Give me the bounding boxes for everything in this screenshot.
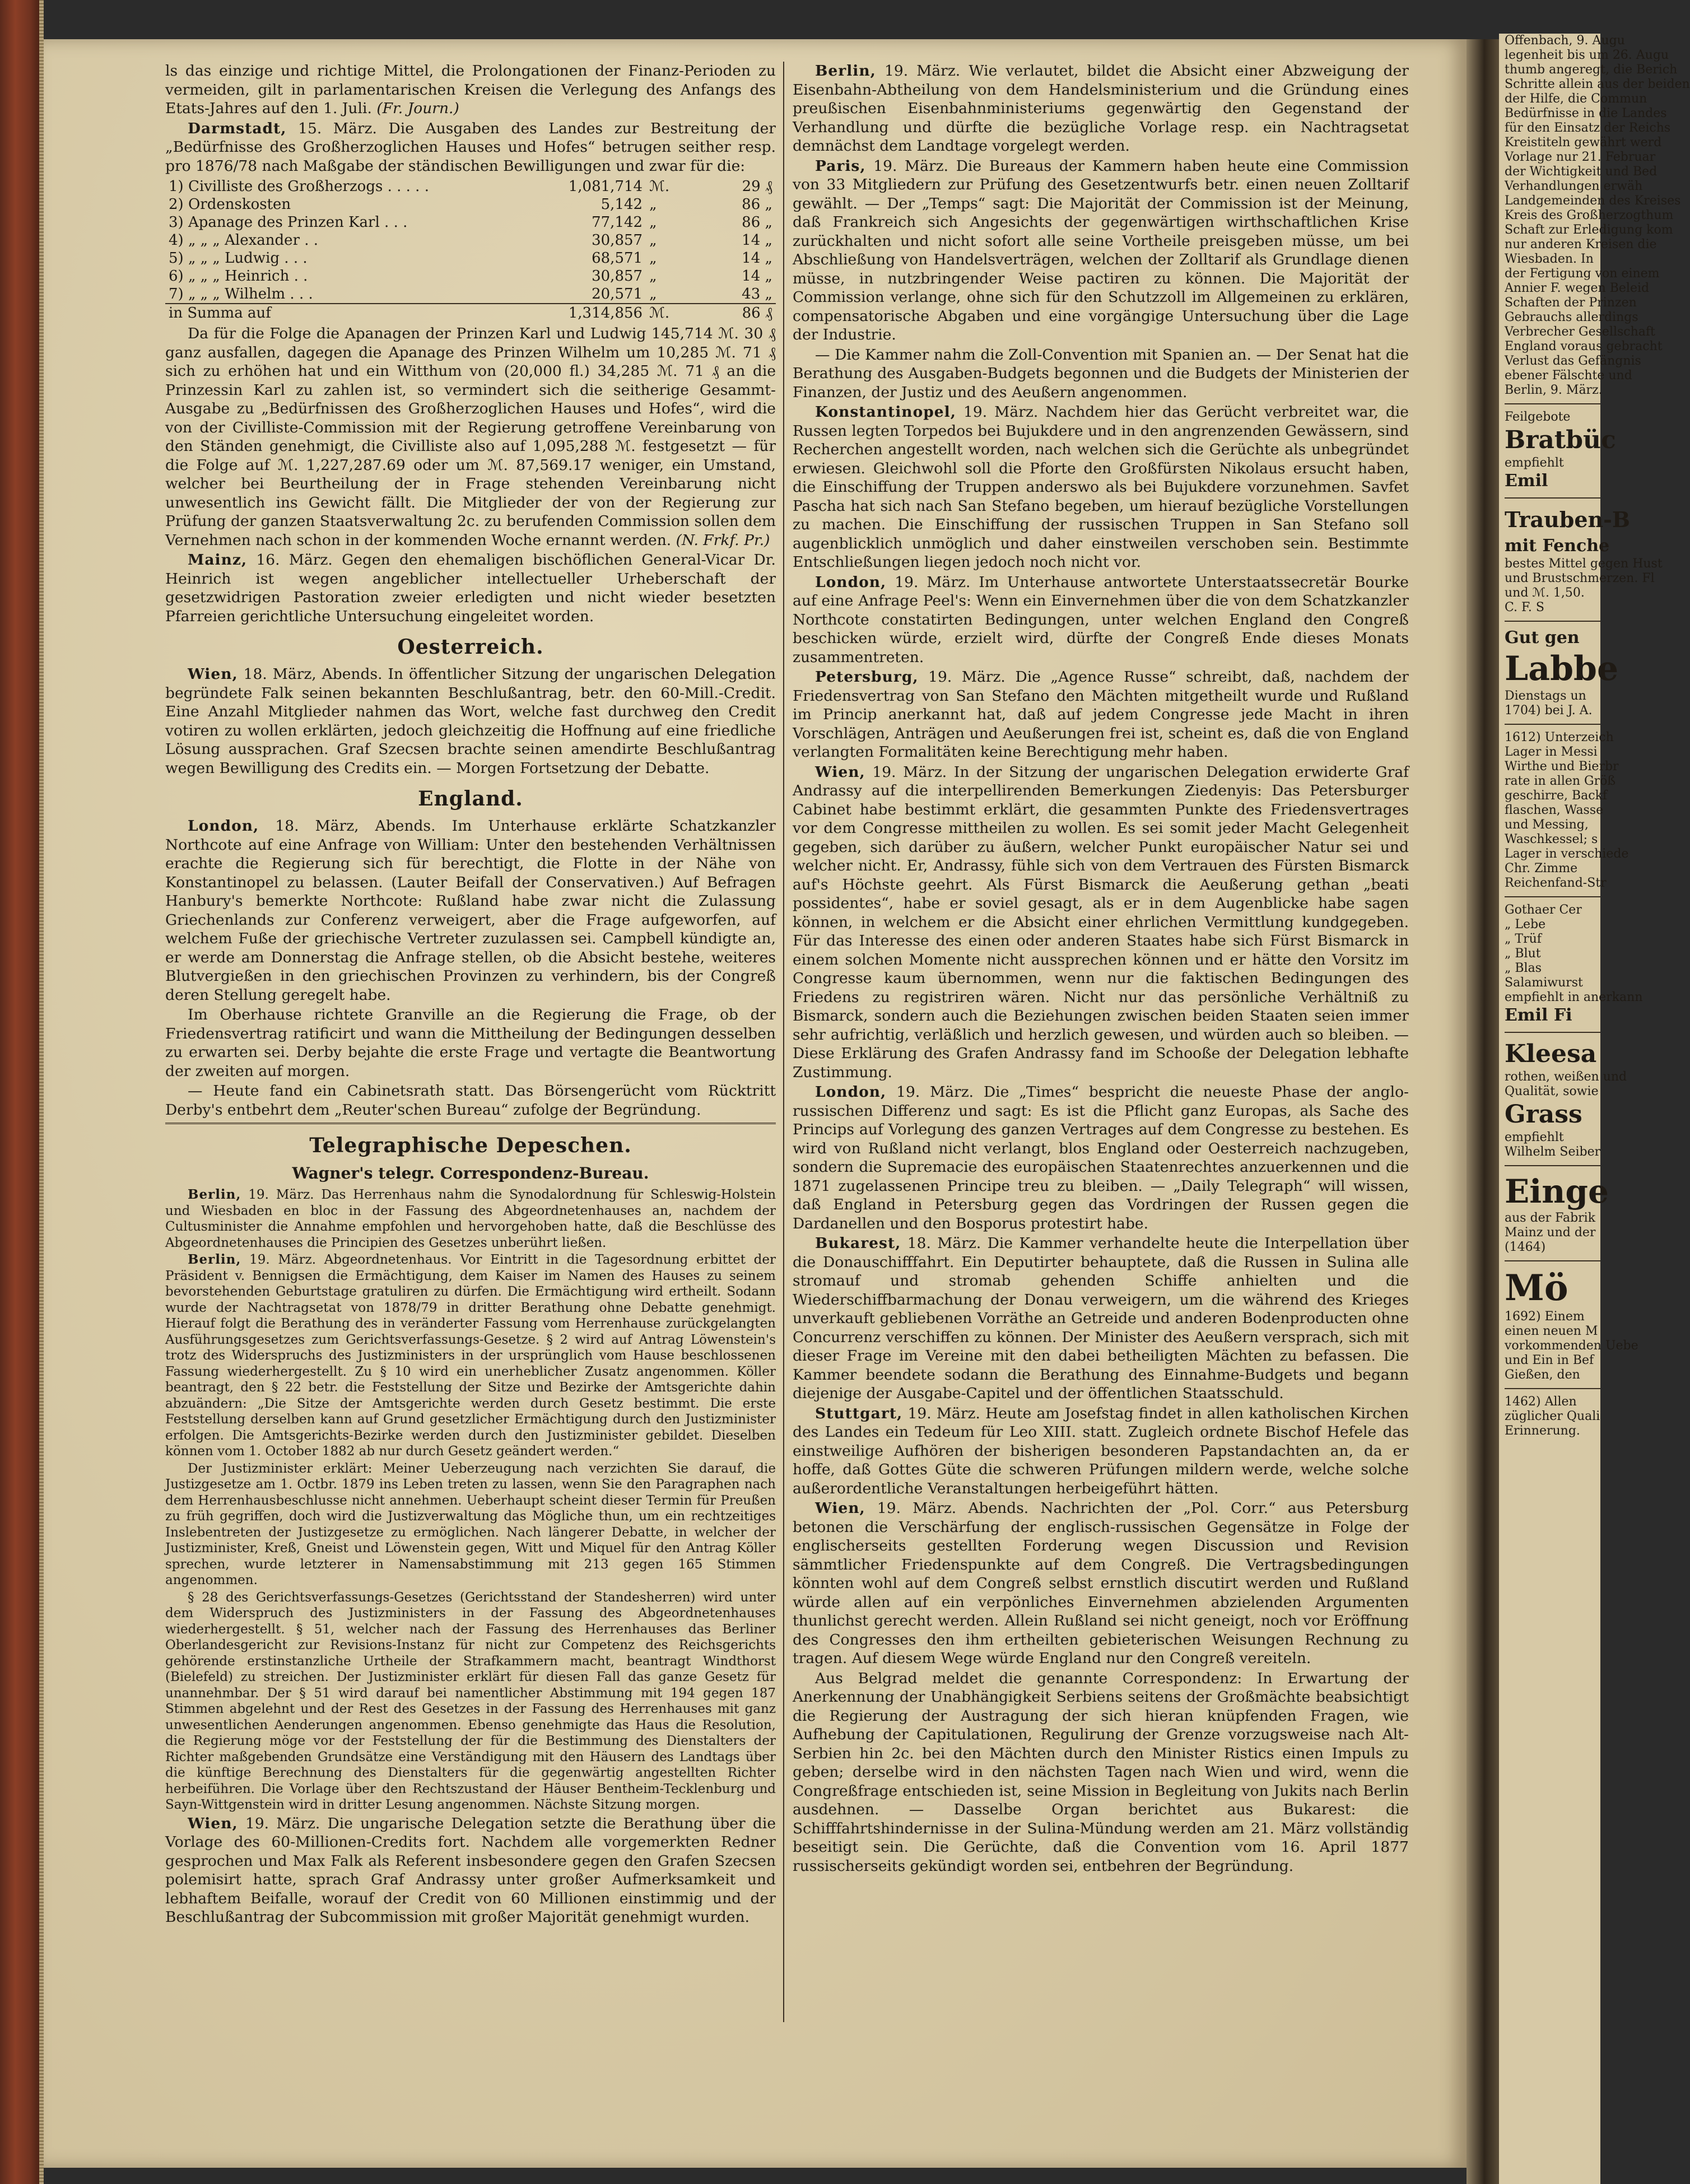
ad-text-line: Verbrecher Gesellschaft <box>1505 325 1655 339</box>
table-row <box>165 267 776 285</box>
ad-text-block <box>1505 689 1600 718</box>
table-cell-unit: „ <box>649 250 657 267</box>
ad-text-line: Kreistiteln gewährt werd <box>1505 136 1662 150</box>
ad-divider <box>1505 497 1600 499</box>
table-sum-row <box>165 304 776 322</box>
ad-headline: Bratbüc <box>1505 426 1616 454</box>
table-row <box>165 195 776 213</box>
ad-text-line: der Fertigung von einem <box>1505 267 1660 281</box>
ad-text-line: 1612) Unterzeich <box>1505 730 1614 744</box>
table-cell-pf: 14 „ <box>742 250 772 267</box>
table-cell-pf: 86 „ <box>742 196 772 213</box>
ad-text-block <box>1505 1070 1627 1099</box>
ad-text-line: und Brustschmerzen. Fl <box>1505 571 1655 585</box>
ad-text-line: Gebrauchs allerdings <box>1505 310 1638 324</box>
dateline: London, <box>188 817 259 835</box>
dateline: Berlin, <box>188 1187 241 1202</box>
ad-text-block <box>1505 1310 1638 1382</box>
table-cell-label: 7) „ „ „ Wilhelm . . . <box>169 286 313 302</box>
table-cell-label: 5) „ „ „ Ludwig . . . <box>169 250 308 267</box>
ad-text-line: Schaft zur Erledigung kom <box>1505 223 1673 237</box>
source-note: (Fr. Journ.) <box>376 100 459 117</box>
ad-text-line: Salamiwurst <box>1505 976 1583 990</box>
article-wien: Wien, 18. März, Abends. In öffentlicher Sitzung der ungarischen Delegation begründete Falk seinen bekannten Beschlußantrag, betr. den 60-Mill.-Credit. Eine Anzahl Mitglieder nahmen das Wort, welche fast durchweg den Credit votiren zu wollen erklärten, jedoch gleichzeitig die Hoffnung auf eine friedliche Lösung aussprachen. Graf Szecsen brachte seinen amendirte Beschlußantrag wegen Bewilligung des Credits ein. — Morgen Fortsetzung der Debatte. <box>165 665 776 777</box>
dateline: Paris, <box>815 157 866 175</box>
date: 18. März, Abends. <box>243 665 383 683</box>
article-paragraph: Aus Belgrad meldet die genannte Correspondenz: In Erwartung der Anerkennung der Unabhängigkeit Serbiens seitens der Großmächte beabsichtigt die Regierung der Austragung der sich hieran knüpfenden Fragen, wie Aufhebung der Capitulationen, Regulirung der Grenze vorzugsweise nach Alt-Serbien hin 2c. bei den Mächten durch den Minister Ristics einen Impuls zu geben; derselbe wird in den nächsten Tagen nach Wien und wird, wenn die Congreßfrage entschieden ist, seine Mission in Begleitung von Jukits nach Berlin ausdehnen. — Dasselbe Organ berichtet aus Bukarest: die Schifffahrtshindernisse in der Sulina-Mündung werden am 21. März vollständig beseitigt sein. Die Gerüchte, daß die Convention vom 16. April 1877 russischerseits gekündigt worden sei, entbehren der Begründung. <box>793 1669 1409 1875</box>
dateline: Wien, <box>188 1814 238 1832</box>
telegram-wien: Wien, 19. März. Die ungarische Delegation setzte die Berathung über die Vorlage des 60-Millionen-Credits fort. Nachdem alle vorgemerkten Redner gesprochen und Max Falk als Referent insbesondere gegen den Grafen Szecsen polemisirt hatte, sprach Graf Andrassy unter großer Aufmerksamkeit und lebhaftem Beifalle, worauf der Credit von 60 Millionen einstimmig und der Beschlußantrag der Subcommission mit großer Majorität genehmigt wurden. <box>165 1814 776 1926</box>
ad-text-line: Waschkessel; s <box>1505 832 1598 846</box>
dateline: London, <box>815 1083 887 1101</box>
ad-text-line: Qualität, sowie <box>1505 1084 1599 1098</box>
section-heading-telegrams: Telegraphische Depeschen. <box>309 1134 632 1157</box>
ad-text-line: „ Blas <box>1505 961 1542 975</box>
table-cell-pf: 86 ₰ <box>700 304 776 322</box>
ad-divider <box>1505 621 1600 622</box>
ad-subheadline: mit Fenche <box>1505 536 1610 556</box>
ad-text-line: geschirre, Backf <box>1505 789 1608 803</box>
ad-text-line: rate in allen Größ <box>1505 774 1616 788</box>
telegram-berlin-1: Berlin, 19. März. Das Herrenhaus nahm die Synodalordnung für Schleswig-Holstein und Wiesbaden en bloc in der Fassung des Abgeordnetenhauses an, nachdem der Cultusminister die Annahme empfohlen und hervorgehoben hatte, daß die Beschlüsse des Abgeordnetenhauses die Principien des Gesetzes unberührt ließen. <box>165 1187 776 1250</box>
telegram-bureau: Wagner's telegr. Correspondenz-Bureau. <box>292 1164 649 1182</box>
date: 18. März, Abends. <box>275 817 436 835</box>
section-heading-austria: Oesterreich. <box>397 635 544 659</box>
article-paragraph: — Heute fand ein Cabinetsrath statt. Das Börsengerücht vom Rücktritt Derby's entbehrt dem „Reuter'schen Bureau“ zufolge der Begründung. <box>165 1082 776 1119</box>
ad-text-line: vorkommenden Uebe <box>1505 1339 1638 1353</box>
dateline: London, <box>815 573 887 591</box>
article-mainz: Mainz, 16. März. Gegen den ehemaligen bischöflichen General-Vicar Dr. Heinrich ist wegen angeblicher intellectueller Urheberschaft der gesetzwidrigen Pastoration zweier erledigten und nicht wieder besetzten Pfarreien gerichtliche Untersuchung eingeleitet worden. <box>165 551 776 625</box>
table-cell-pf: 14 „ <box>742 232 772 249</box>
date: 19. März. <box>884 62 961 80</box>
table-cell-pf: 14 „ <box>742 268 772 285</box>
ad-text-line: Mainz und der <box>1505 1226 1596 1240</box>
table-cell-label: 1) Civilliste des Großherzogs . . . . . <box>169 178 429 195</box>
date: 15. März. <box>298 119 377 137</box>
ad-text-line: Kreis des Großherzogthum <box>1505 208 1674 222</box>
ad-headline: Kleesa <box>1505 1040 1597 1068</box>
ad-text-line: der Wichtigkeit und Bed <box>1505 165 1658 179</box>
ad-text-line: Annier F. wegen Beleid <box>1505 281 1650 295</box>
date: 19. März. <box>963 403 1039 421</box>
ad-label: Feilgebote <box>1505 410 1571 424</box>
table-cell-amount: 20,571 <box>592 286 643 302</box>
ad-headline: Labbe <box>1505 649 1619 688</box>
ad-text-line: (1464) <box>1505 1240 1546 1254</box>
ad-divider <box>1505 1032 1600 1033</box>
article-wien: Wien, 19. März. In der Sitzung der ungarischen Delegation erwiderte Graf Andrassy auf die interpellirenden Bemerkungen Ziedenyis: Das Petersburger Cabinet habe bestimmt erklärt, die gesammten Punkte des Friedensvertrages vor dem Congresse mittheilen zu wollen. Es sei somit jeder Macht Gelegenheit gegeben, sich darüber zu äußern, welcher Punkt europäischer Natur sei und welcher nicht. Er, Andrassy, fühle sich von dem Vertrauen des Fürsten Bismarck auf's Höchste geehrt. Als Fürst Bismarck die Aeußerung gethan „beati possidentes“, habe er soviel gesagt, als er in dem Augenblicke habe sagen können, in welchem er die Absicht einer ehrlichen Vermittlung kundgegeben. Für das Interesse des einen oder anderen Staates habe sich Fürst Bismarck in einem solchen Momente nicht aussprechen können und er hätte den Vorsitz im Congresse kaum übernommen, wenn nur die faktischen Bedingungen des Friedens zu registriren wären. Nicht nur das persönliche Verhältniß zu Bismarck, sondern auch die Beziehungen zwischen beiden Staaten seien immer sehr aufrichtig, verläßlich und herzlich gewesen, und würden auch so bleiben. — Diese Erklärung des Grafen Andrassy fand im Schooße der Delegation lebhafte Zustimmung. <box>793 763 1409 1081</box>
ad-text-line: Schaften der Prinzen <box>1505 296 1637 310</box>
table-cell-unit: ℳ. <box>649 178 670 195</box>
right-column <box>793 62 1409 2067</box>
date: 19. März. <box>873 157 949 175</box>
telegram-block <box>165 1187 776 1813</box>
ad-text-line: züglicher Quali <box>1505 1409 1600 1423</box>
table-cell-amount: 1,081,714 <box>568 178 643 195</box>
article-konstantinopel: Konstantinopel, 19. März. Nachdem hier das Gerücht verbreitet war, die Russen legten Torpedos bei Bujukdere und in den angrenzenden Gewässern, sind Recherchen angestellt worden, nach welchen sich die Gerüchte als unbegründet erwiesen. Gleichwohl soll die Pforte den Großfürsten Nikolaus ersucht haben, die Einschiffung der Truppen anderswo als bei Bujukdere vorzunehmen. Savfet Pascha hat sich nach San Stefano begeben, um hierauf bezügliche Vorstellungen zu machen. Die Einschiffung der russischen Truppen in San Stefano soll augenblicklich unmöglich und daher einstweilen verschoben sein. Bestimmte Entschließungen liegen jedoch noch nicht vor. <box>793 403 1409 571</box>
table-cell-unit: „ <box>649 214 657 231</box>
telegram-berlin-2: Berlin, 19. März. Abgeordnetenhaus. Vor Eintritt in die Tagesordnung erbittet der Präsident v. Bennigsen die Ermächtigung, dem Kaiser im Namen des Hauses zu seinem bevorstehenden Geburtstage gratuliren zu dürfen. Die Ermächtigung wird ertheilt. Sodann wurde der Nachtragsetat von 1878/79 in dritter Berathung ohne Debatte genehmigt. Hierauf folgt die Berathung des in veränderter Fassung vom Herrenhause zurückgelangten Ausführungsgesetzes zum Gerichtsverfassungs-Gesetze. § 2 wird auf Antrag Löwenstein's trotz des Widerspruchs des Justizministers in der ursprünglich vom Hause beschlossenen Fassung wiederhergestellt. Zu § 10 wird ein unerheblicher Zusatz angenommen. Köller beantragt, den § 22 betr. die Feststellung der Sitze und Bezirke der Amtsgerichte dahin abzuändern: „Die Sitze der Amtsgerichte werden durch Gesetz bestimmt. Die erste Feststellung derselben kann auf Grund gesetzlicher Ermächtigung durch den Justizminister erfolgen. Die Amtsgerichts-Bezirke werden durch den Justizminister gebildet. Dieselben können vom 1. October 1882 ab nur durch Gesetz geändert werden.“ <box>165 1252 776 1459</box>
dateline: Wien, <box>815 763 865 781</box>
ad-headline: Grass <box>1505 1100 1582 1129</box>
ad-text-line: England voraus gebracht <box>1505 339 1663 353</box>
article-london: London, 18. März, Abends. Im Unterhause erklärte Schatzkanzler Northcote auf eine Anfrage von William: Unter den bestehenden Verhältnissen erachte die Regierung sich für berechtigt, die Flotte in der Nähe von Konstantinopel zu belassen. (Lauter Beifall der Conservativen.) Auf Befragen Hanbury's bemerkte Northcote: Rußland habe zwar nicht die Zulassung Griechenlands zur Conferenz verweigert, aber die Frage aufgeworfen, auf welchem Fuße der griechische Vertreter zuzulassen sei. Campbell kündigte an, er werde am Donnerstag die Anfrage stellen, ob die Absicht bestehe, weiteres Blutvergießen in den griechischen Provinzen zu verhindern, bis der Congreß deren Stellung geregelt habe. <box>165 817 776 1004</box>
article-paragraph: § 28 des Gerichtsverfassungs-Gesetzes (Gerichtsstand der Standesherren) wird unter dem Widerspruch des Justizministers in der Fassung des Abgeordnetenhauses wiederhergestellt. § 51, welcher nach der Fassung des Herrenhauses das Berliner Oberlandesgericht zur Revisions-Instanz für nicht zur Competenz des Reichsgerichts gehörende erstinstanzliche Urtheile der Strafkammern macht, beantragt Windthorst (Bielefeld) zu streichen. Der Justizminister erklärt für diesen Fall das ganze Gesetz für unannehmbar. Der § 51 wird darauf bei namentlicher Abstimmung mit 194 gegen 187 Stimmen abgelehnt und der Rest des Gesetzes in der Fassung des Herrenhauses mit ganz unwesentlichen Aenderungen angenommen. Ebenso genehmigte das Haus die Resolution, die Regierung möge vor der Feststellung der für die Bestimmung des Dienstalters der Richter maßgebenden Grundsätze eine Verständigung mit den Häusern des Landtags über die künftige Berechnung des Dienstalters für die gegenwärtig angestellten Richter herbeiführen. Die Vorlage über den Rechtszustand der Häuser Bentheim-Tecklenburg und Sayn-Wittgenstein wird in dritter Lesung angenommen. Nächste Sitzung morgen. <box>165 1590 776 1812</box>
news-fragment <box>1505 34 1690 398</box>
ads-column <box>1505 34 1690 1438</box>
dateline: Berlin, <box>815 62 876 80</box>
table-cell-amount: 77,142 <box>592 214 643 231</box>
table-row <box>165 178 776 195</box>
article-wien-evening: Wien, 19. März. Abends. Nachrichten der „Pol. Corr.“ aus Petersburg betonen die Verschärfung der englisch-russischen Gegensätze in Folge der englischerseits gestellten Forderung wegen Discussion und Revision sämmtlicher Friedenspunkte auf dem Congreß. Die Vertragsbedingungen könnten wohl auf dem Congreß selbst ernstlich discutirt werden und Rußland würde allen auf ein verpönliches Einvernehmen abzielenden Argumenten thunlichst gerecht werden. Allein Rußland sei nicht geneigt, noch vor Eröffnung des Congresses den ihm ertheilten gebieterischen Weisungen Rechnung zu tragen. Auf diesem Wege würde England nur den Congreß vereiteln. <box>793 1500 1409 1667</box>
ad-text-line: Bedürfnisse in die Landes <box>1505 106 1667 120</box>
article-darmstadt: Darmstadt, 15. März. Die Ausgaben des Landes zur Bestreitung der „Bedürfnisse des Großherzoglichen Hauses und Hofes“ betrugen seither resp. pro 1876/78 nach Maßgabe der ständischen Bewilligungen und zwar für die: <box>165 119 776 175</box>
ad-text-line: C. F. S <box>1505 600 1544 614</box>
ad-text-block <box>1505 1395 1600 1438</box>
dateline: Wien, <box>188 665 238 683</box>
column-rule <box>783 62 784 2022</box>
ad-text-line: und Ein in Bef <box>1505 1353 1594 1367</box>
table-cell-amount: 30,857 <box>592 268 643 285</box>
article-paragraph: Da für die Folge die Apanagen der Prinzen Karl und Ludwig 145,714 ℳ. 30 ₰ ganz ausfallen, dagegen die Apanage des Prinzen Wilhelm um 10,285 ℳ. 71 ₰ sich zu erhöhen hat und ein Witthum von (20,000 fl.) 34,285 ℳ. 71 ₰ an die Prinzessin Karl zu zahlen ist, so vermindert sich die seitherige Gesammt-Ausgabe zu „Bedürfnissen des Großherzoglichen Hauses und Hofes“, wird die von der Civilliste-Commission mit der Regierung getroffene Vereinbarung von den Ständen genehmigt, die Civilliste also auf 1,095,288 ℳ. festgesetzt — für die Folge auf ℳ. 1,227,287.69 oder um ℳ. 87,569.17 weniger, ein Umstand, welcher bei Beurtheilung der in Frage stehenden Vereinbarung nicht unwesentlich ins Gewicht fällt. Die Mitglieder der von der Regierung zur Prüfung der ganzen Staatsverwaltung 2c. zu berufenden Commission sollen dem Vernehmen nach schon in der kommenden Woche ernannt werden. (N. Frkf. Pr.) <box>165 325 776 549</box>
ad-text-line: einen neuen M <box>1505 1324 1598 1338</box>
ad-divider <box>1505 896 1600 897</box>
ad-text-line: Dienstags un <box>1505 689 1586 703</box>
page-gutter <box>1466 39 1499 2184</box>
dateline: Konstantinopel, <box>815 403 956 421</box>
ad-divider <box>1505 1165 1600 1166</box>
left-column <box>165 62 776 2067</box>
dateline: Berlin, <box>188 1252 241 1267</box>
ad-text-line: 1462) Allen <box>1505 1395 1577 1409</box>
ad-text: empfiehlt <box>1505 456 1564 470</box>
ad-text-line: empfiehlt <box>1505 1130 1564 1144</box>
ad-text-line: und ℳ. 1,50. <box>1505 586 1585 600</box>
dateline: Wien, <box>815 1500 865 1517</box>
table-cell-unit: ℳ. <box>646 304 700 322</box>
ad-text-line: Gothaer Cer <box>1505 903 1582 917</box>
ad-text-line: Gießen, den <box>1505 1368 1580 1382</box>
ad-headline: Einge <box>1505 1172 1609 1210</box>
table-cell-unit: „ <box>649 196 657 213</box>
table-cell-label: 3) Apanage des Prinzen Karl . . . <box>169 214 408 231</box>
ad-text-line: Lager in Messi <box>1505 745 1598 759</box>
ad-text-line: bestes Mittel gegen Hust <box>1505 557 1663 571</box>
table-row <box>165 213 776 231</box>
article-berlin: Berlin, 19. März. Wie verlautet, bildet die Absicht einer Abzweigung der Eisenbahn-Abtheilung von dem Handelsministerium und die Gründung eines preußischen Eisenbahnministeriums gegenwärtig den Gegenstand der Verhandlung und dürfte die bezügliche Vorlage resp. ein Nachtragsetat demnächst dem Landtage vorgelegt werden. <box>793 62 1409 155</box>
ad-divider <box>1505 724 1600 725</box>
date: 19. März. <box>928 668 1005 686</box>
ad-text-line: Wirthe und Bierbr <box>1505 760 1619 774</box>
date: 16. März. <box>256 551 333 569</box>
ad-text-block <box>1505 557 1663 615</box>
table-cell-pf: 43 „ <box>742 286 772 302</box>
book-binding <box>0 0 44 2184</box>
ad-name: Emil <box>1505 471 1548 491</box>
ad-text-line: für den Einsatz der Reichs <box>1505 121 1671 135</box>
date: 19. März. <box>872 763 947 781</box>
dateline: Bukarest, <box>815 1235 901 1252</box>
ad-text-line: Offenbach, 9. Augu <box>1505 34 1625 48</box>
table-cell-unit: „ <box>649 286 657 302</box>
table-cell-label: in Summa auf <box>165 304 483 322</box>
ad-divider <box>1505 1260 1600 1261</box>
ad-text-line: Landgemeinden des Kreises <box>1505 194 1681 208</box>
table-cell-label: 4) „ „ „ Alexander . . <box>169 232 319 249</box>
table-row <box>165 231 776 249</box>
ad-text-line: 1704) bei J. A. <box>1505 704 1593 718</box>
table-cell-amount: 5,142 <box>600 196 643 213</box>
table-cell-label: 2) Ordenskosten <box>169 196 291 213</box>
date: 19. März. <box>907 1404 980 1422</box>
date: 19. März. <box>249 1252 316 1267</box>
ad-subheadline: Gut gen <box>1505 628 1580 648</box>
section-divider <box>165 1123 776 1124</box>
date: 19. März. <box>895 573 971 591</box>
ad-text-line: Wiesbaden. In <box>1505 252 1594 266</box>
table-cell-label: 6) „ „ „ Heinrich . . <box>169 268 308 285</box>
table-cell-amount: 68,571 <box>592 250 643 267</box>
ad-text-line: „ Trüf <box>1505 932 1542 946</box>
ad-text-line: Erinnerung. <box>1505 1424 1580 1438</box>
adjacent-page <box>1499 34 1690 2184</box>
dateline: Petersburg, <box>815 668 919 686</box>
table-cell-amount: 30,857 <box>592 232 643 249</box>
ad-text-line: Vorlage nur 21. Februar <box>1505 150 1656 164</box>
ad-text-line: empfiehlt in anerkann <box>1505 990 1643 1004</box>
ad-headline: Mö <box>1505 1267 1568 1309</box>
dateline: Darmstadt, <box>188 119 287 137</box>
ad-divider <box>1505 403 1600 404</box>
ad-text-line: 1692) Einem <box>1505 1310 1585 1324</box>
ad-text-line: der Hilfe, die Commun <box>1505 92 1647 106</box>
dateline: Mainz, <box>188 551 248 569</box>
article-bukarest: Bukarest, 18. März. Die Kammer verhandelte heute die Interpellation über die Donauschifffahrt. Ein Deputirter behauptete, daß die Russen in Sulina alle stromauf und stromab gehenden Schiffe anhielten und die Wiederschiffbarmachung der Donau verweigern, um die während des Krieges unverkauft gebliebenen Vorräthe an Getreide und anderen Bodenproducten ohne Concurrenz verschiffen zu können. Der Minister des Aeußern versprach, sich mit dieser Frage im Vereine mit den dabei betheiligten Mächten zu befassen. Die Kammer beendete sodann die Berathung des Einnahme-Budgets und begann diejenige der Ausgabe-Capitel und der öffentlichen Staatsschuld. <box>793 1235 1409 1402</box>
section-heading-england: England. <box>418 787 523 811</box>
ad-text-line: Schritte allein aus der beiden <box>1505 77 1690 91</box>
ad-text-block <box>1505 903 1643 1005</box>
ad-text-line: flaschen, Wasse <box>1505 803 1604 817</box>
article-paris: Paris, 19. März. Die Bureaus der Kammern haben heute eine Commission von 33 Mitgliedern zur Prüfung des Gesetzentwurfs betr. einen neuen Zolltarif gewählt. — Der „Temps“ sagt: Die Majorität der Commission ist der Meinung, daß Frankreich sich Angesichts der gegenwärtigen wirthschaftlichen Krise zurückhalten und nicht sofort alle seine Vortheile preisgeben müsse, um bei Abschließung von Handelsverträgen, welchen der Zolltarif als Grundlage dienen müsse, in nutzbringender Weise pactiren zu können. Die Majorität der Commission verlange, ohne sich für den Schutzzoll im Allgemeinen zu erklären, compensatorische Abgaben und eine vorgängige Untersuchung über die Lage der Industrie. <box>793 157 1409 343</box>
ad-text-line: und Messing, <box>1505 818 1589 832</box>
article-stuttgart: Stuttgart, 19. März. Heute am Josefstag findet in allen katholischen Kirchen des Landes ein Tedeum für Leo XIII. statt. Zugleich ordnete Bischof Hefele das einstweilige Aufhören der bisherigen besonderen Papstandachten an, da er hoffe, daß Gottes Güte die schweren Prüfungen mildern werde, welche solche außerordentliche Veranstaltungen herbeigeführt hätten. <box>793 1404 1409 1497</box>
ad-divider <box>1505 1388 1600 1389</box>
ad-text-line: Chr. Zimme <box>1505 862 1578 876</box>
ad-text-line: rothen, weißen und <box>1505 1070 1627 1084</box>
article-london: London, 19. März. Im Unterhause antwortete Unterstaatssecretär Bourke auf eine Anfrage Peel's: Wenn ein Einvernehmen über die von dem Schatzkanzler Northcote constatirten Bedingungen, unter welchen England den Congreß beschicken würde, erzielt wird, dürfte der Congreß Ende dieses Monats zusammentreten. <box>793 573 1409 666</box>
article-paragraph: ls das einzige und richtige Mittel, die Prolongationen der Finanz-Perioden zu vermeiden, gilt in parlamentarischen Kreisen die Verlegung des Anfangs des Etats-Jahres auf den 1. Juli. (Fr. Journ.) <box>165 62 776 117</box>
table-cell-unit: „ <box>649 232 657 249</box>
table-row <box>165 249 776 267</box>
article-paragraph: Im Oberhause richtete Granville an die Regierung die Frage, ob der Friedensvertrag ratificirt und wann die Mittheilung der Bedingungen desselben zu erwarten sei. Derby bejahte die erste Frage und vertagte die Beantwortung der zweiten auf morgen. <box>165 1006 776 1080</box>
ad-text-block <box>1505 1211 1600 1255</box>
ad-text-line: Berlin, 9. März. <box>1505 383 1603 397</box>
ad-text-line: thumb angeregt, die Berich <box>1505 63 1678 77</box>
date: 18. März. <box>907 1235 981 1252</box>
ad-text-line: Verlust das Gefängnis <box>1505 354 1641 368</box>
article-petersburg: Petersburg, 19. März. Die „Agence Russe“ schreibt, daß, nachdem der Friedensvertrag von San Stefano den Mächten mitgetheilt wurde und Rußland im Princip anerkannt hat, daß auf jedem Congresse jede Macht in ihren Vorschlägen, Anträgen und Aeußerungen frei ist, scheint es, daß die von England verlangten Formalitäten keine Berechtigung mehr haben. <box>793 668 1409 761</box>
appanage-table <box>165 178 776 322</box>
date: 19. März. <box>248 1188 314 1202</box>
ad-text-line: nur anderen Kreisen die <box>1505 238 1657 252</box>
ad-text-line: „ Lebe <box>1505 918 1546 932</box>
ad-text-line: Reichenfand-Str <box>1505 876 1607 890</box>
ad-name: Emil Fi <box>1505 1005 1572 1025</box>
article-london-times: London, 19. März. Die „Times“ bespricht die neueste Phase der anglo-russischen Differenz und sagt: Es ist die Pflicht ganz Europas, als Sache des Princips auf Vorlegung des ganzen Vertrages auf dem Congresse zu bestehen. Es wird von Rußland nicht verlangt, blos England oder Oesterreich nachzugeben, sondern die Supremacie des europäischen Staatenrechtes anzuerkennen und die 1871 zugelassenen Principe treu zu bleiben. — „Daily Telegraph“ will wissen, daß England in Petersburg gegen das Vordringen der Russen gegen die Dardanellen und den Bosporus protestirt habe. <box>793 1083 1409 1232</box>
table-row <box>165 285 776 304</box>
table-cell-unit: „ <box>649 268 657 285</box>
date: 19. März. Abends. <box>877 1500 1029 1517</box>
table-cell-amount: 1,314,856 <box>483 304 646 322</box>
article-paragraph: — Die Kammer nahm die Zoll-Convention mit Spanien an. — Der Senat hat die Berathung des Ausgaben-Budgets begonnen und die Budgets der Ministerien der Finanzen, der Justiz und des Aeußern angenommen. <box>793 346 1409 401</box>
ad-text-line: Lager in verschiede <box>1505 847 1629 861</box>
ad-text-line: ebener Fälschte und <box>1505 369 1632 383</box>
date: 19. März. <box>245 1814 320 1832</box>
ad-text-line: legenheit bis um 26. Augu <box>1505 48 1669 62</box>
table-cell-pf: 86 „ <box>742 214 772 231</box>
article-paragraph: Der Justizminister erklärt: Meiner Ueberzeugung nach verzichten Sie darauf, die Justizgesetze am 1. Octbr. 1879 ins Leben treten zu lassen, wenn Sie den Paragraphen nach dem Herrenhausbeschlusse nicht annehmen. Ueberhaupt scheint dieser Termin für Preußen zu früh gegriffen, doch wird die Justizverwaltung das Mögliche thun, um ein rechtzeitiges Inslebentreten der Justizgesetze zu ermöglichen. Nach längerer Debatte, in welcher der Justizminister, Kreß, Gneist und Löwenstein gegen, Witt und Miquel für den Antrag Köller sprechen, wurde letzterer in Namensabstimmung mit 213 gegen 165 Stimmen angenommen. <box>165 1461 776 1587</box>
date: 19. März. <box>896 1083 974 1101</box>
ad-text-block <box>1505 730 1629 891</box>
source-note: (N. Frkf. Pr.) <box>676 531 770 549</box>
dateline: Stuttgart, <box>815 1404 903 1422</box>
ad-text-line: aus der Fabrik <box>1505 1211 1596 1225</box>
table-cell-pf: 29 ₰ <box>742 178 772 195</box>
ad-text-block <box>1505 1130 1600 1159</box>
ad-headline: Trauben-B <box>1505 507 1631 532</box>
ad-text-line: Wilhelm Seiber <box>1505 1145 1601 1159</box>
ad-text-line: „ Blut <box>1505 947 1541 961</box>
ad-text-line: Verhandlungen erwäh <box>1505 179 1643 193</box>
